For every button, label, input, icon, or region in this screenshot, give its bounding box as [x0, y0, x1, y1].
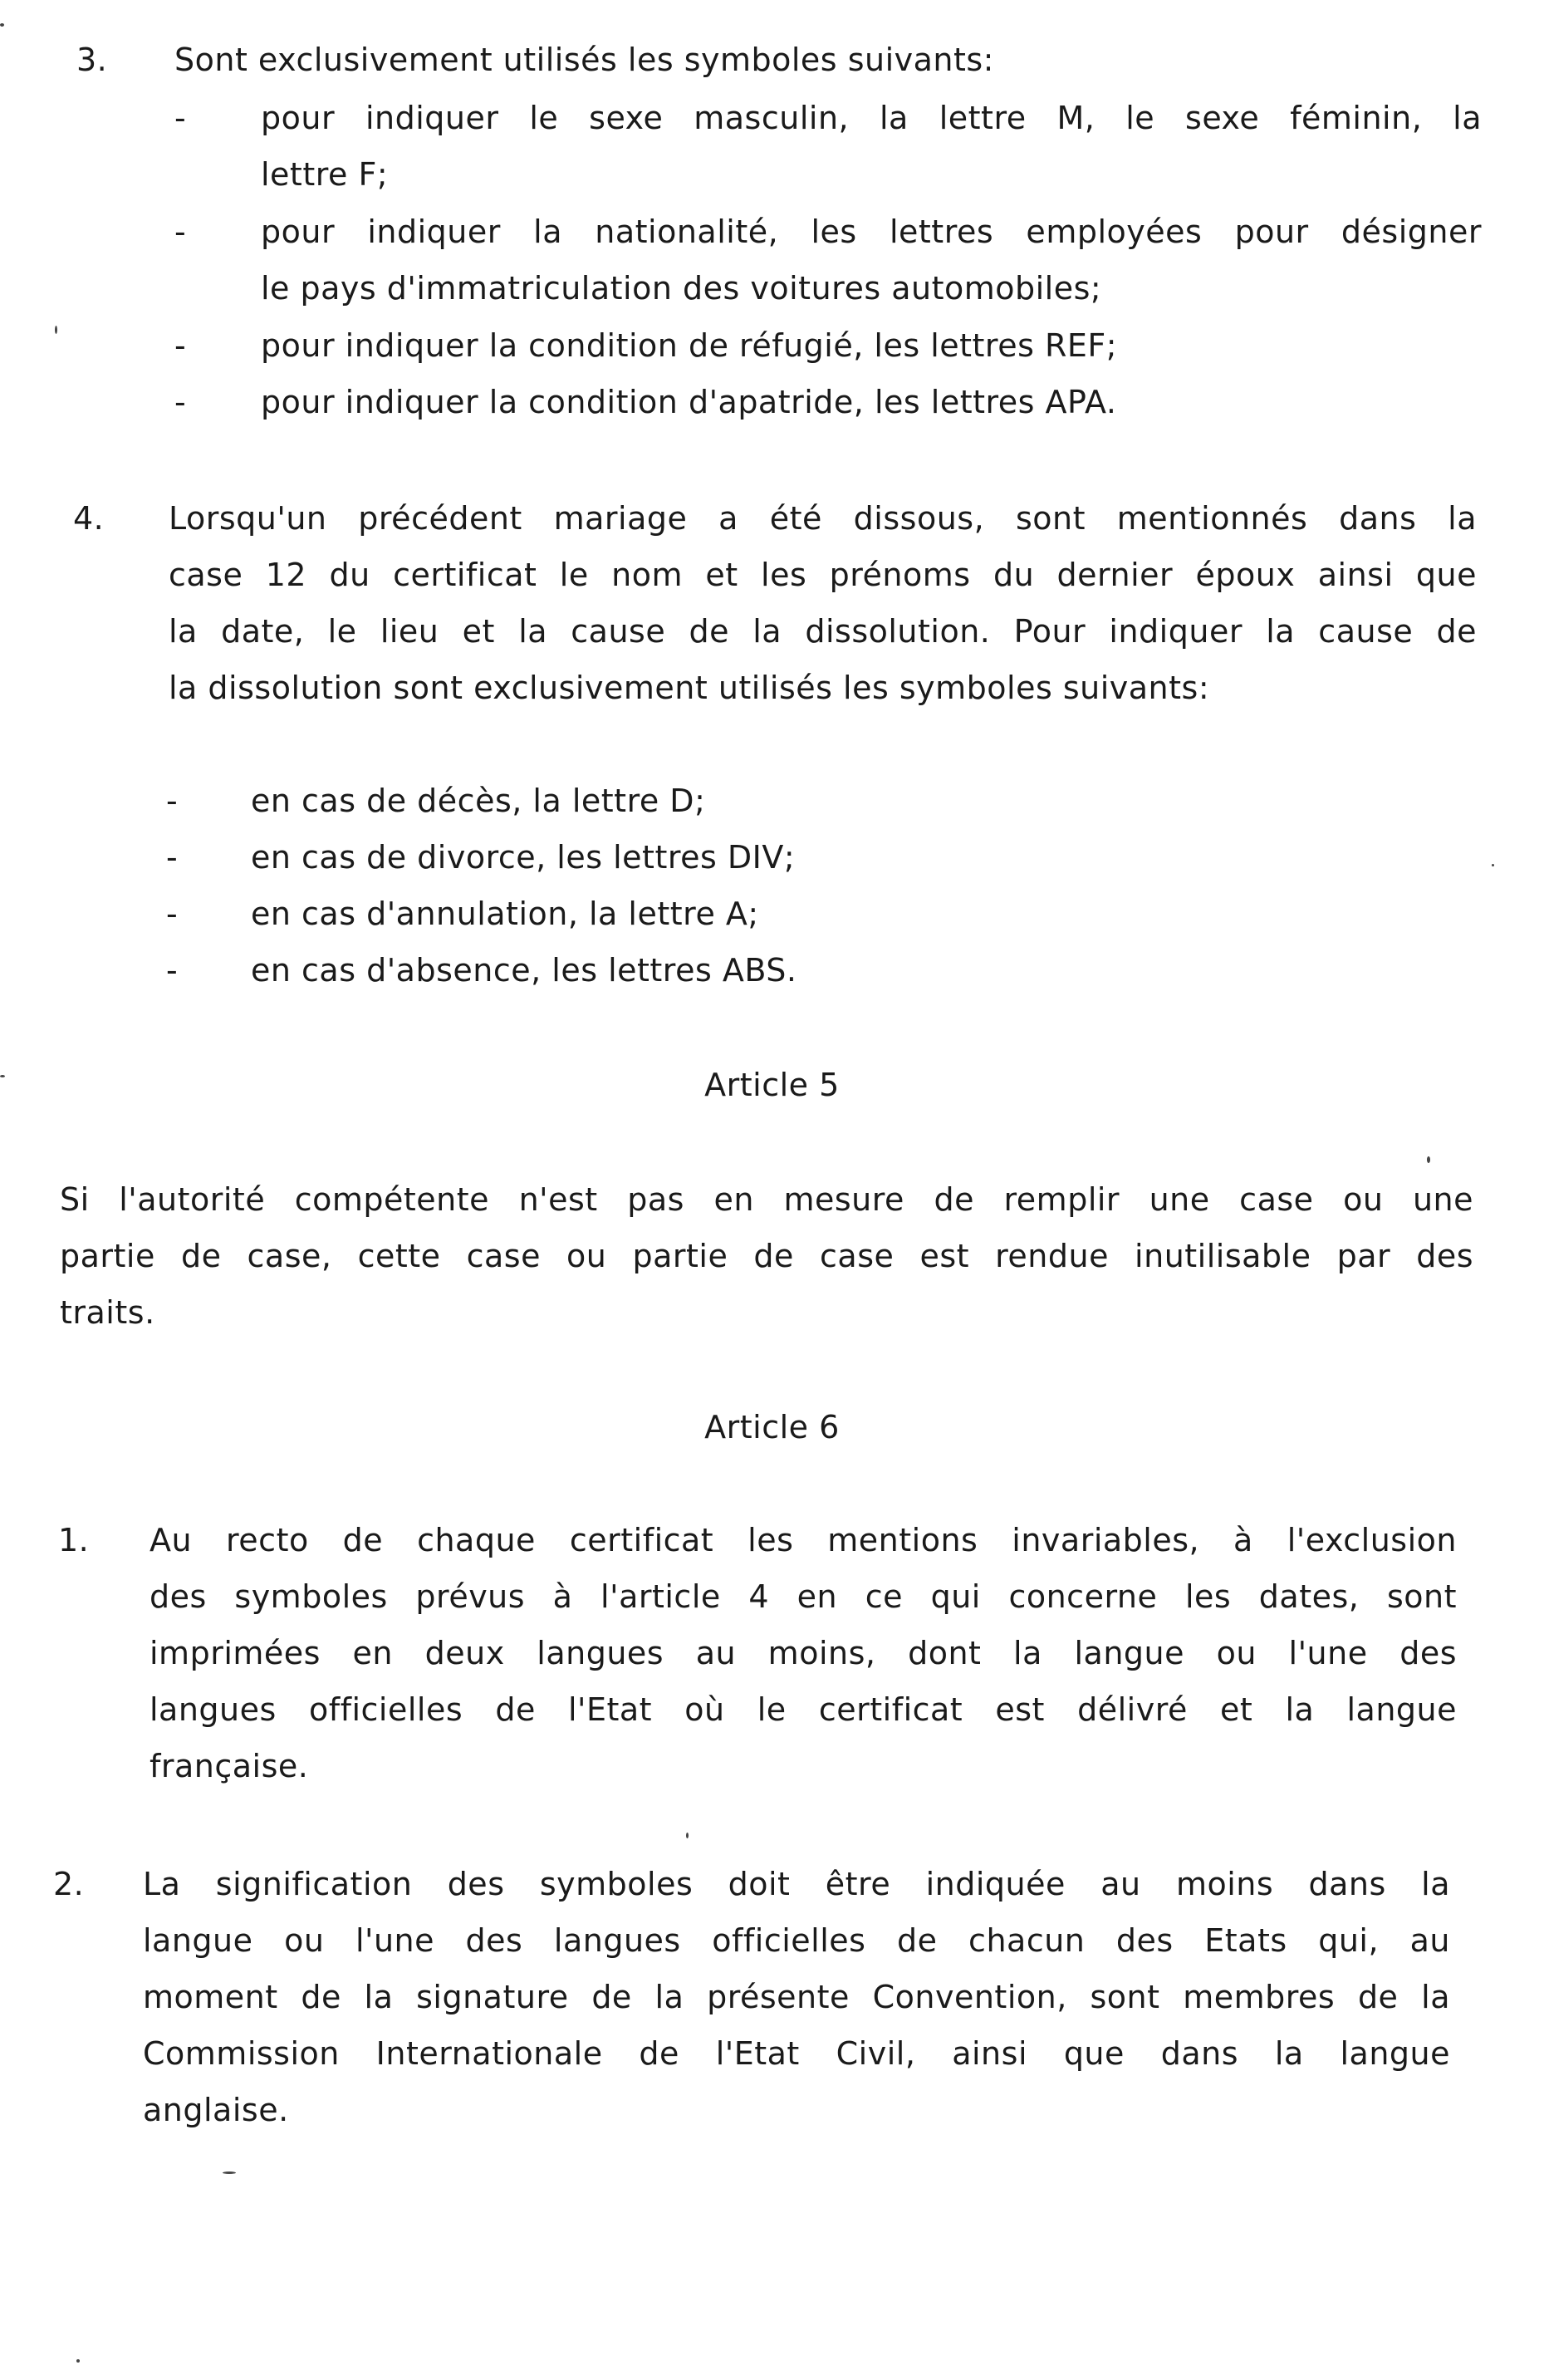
item-3-bullet-3-dash: - [174, 327, 187, 364]
article-6-item-2-line-4: Commission Internationale de l'Etat Civil, ainsi que dans la langue [143, 2035, 1450, 2072]
item-3-bullet-2-line-2: le pays d'immatriculation des voitures automobiles; [261, 270, 1102, 307]
article-5-heading: Article 5 [704, 1067, 840, 1103]
item-4-bullet-2: en cas de divorce, les lettres DIV; [251, 839, 796, 876]
article-5-line-2: partie de case, cette case ou partie de case est rendue inutilisable par des [60, 1238, 1473, 1274]
item-4-line-1: Lorsqu'un précédent mariage a été dissous, sont mentionnés dans la [169, 500, 1477, 537]
article-6-heading: Article 6 [704, 1409, 840, 1445]
scan-speck [76, 2359, 80, 2363]
item-3-bullet-2-line-1: pour indiquer la nationalité, les lettres employées pour désigner [261, 213, 1482, 250]
article-6-item-1-line-3: imprimées en deux langues au moins, dont la langue ou l'une des [149, 1635, 1457, 1671]
item-3-bullet-2-dash: - [174, 213, 187, 250]
item-3-intro: Sont exclusivement utilisés les symboles suivants: [174, 42, 994, 78]
item-4-bullet-4: en cas d'absence, les lettres ABS. [251, 952, 797, 989]
item-3-bullet-3-line-1: pour indiquer la condition de réfugié, les lettres REF; [261, 327, 1118, 364]
article-6-item-1-line-4: langues officielles de l'Etat où le certificat est délivré et la langue [149, 1691, 1457, 1728]
item-4-number: 4. [73, 500, 105, 537]
item-3-bullet-4-dash: - [174, 384, 187, 420]
article-6-item-1-line-1: Au recto de chaque certificat les mentions invariables, à l'exclusion [149, 1522, 1457, 1558]
item-4-line-3: la date, le lieu et la cause de la dissolution. Pour indiquer la cause de [169, 613, 1477, 650]
item-3-bullet-1-dash: - [174, 100, 187, 136]
article-6-item-1-number: 1. [58, 1522, 90, 1558]
article-6-item-1-line-5: française. [149, 1748, 309, 1784]
item-3-number: 3. [76, 42, 108, 78]
article-5-line-1: Si l'autorité compétente n'est pas en mesure de remplir une case ou une [60, 1181, 1473, 1218]
scan-speck [686, 1833, 689, 1838]
scan-speck [1427, 1156, 1430, 1163]
article-6-item-2-number: 2. [53, 1866, 85, 1902]
item-4-bullet-3: en cas d'annulation, la lettre A; [251, 896, 759, 932]
item-4-bullet-2-dash: - [166, 839, 179, 876]
item-4-bullet-1: en cas de décès, la lettre D; [251, 783, 706, 819]
item-4-bullet-1-dash: - [166, 783, 179, 819]
article-6-item-2-line-5: anglaise. [143, 2092, 289, 2128]
article-6-item-1-line-2: des symboles prévus à l'article 4 en ce qui concerne les dates, sont [149, 1578, 1457, 1615]
item-4-line-4: la dissolution sont exclusivement utilisés les symboles suivants: [169, 670, 1210, 706]
item-4-line-2: case 12 du certificat le nom et les prénoms du dernier époux ainsi que [169, 557, 1477, 593]
item-3-bullet-1-line-1: pour indiquer le sexe masculin, la lettre M, le sexe féminin, la [261, 100, 1482, 136]
scan-speck [1492, 864, 1494, 866]
scan-speck [0, 1075, 5, 1077]
article-5-line-3: traits. [60, 1294, 155, 1331]
item-4-bullet-3-dash: - [166, 896, 179, 932]
item-3-bullet-1-line-2: lettre F; [261, 156, 389, 193]
scan-speck [55, 326, 57, 334]
item-4-bullet-4-dash: - [166, 952, 179, 989]
item-3-bullet-4-line-1: pour indiquer la condition d'apatride, les lettres APA. [261, 384, 1117, 420]
scan-speck [223, 2171, 236, 2174]
scan-speck [0, 23, 4, 27]
article-6-item-2-line-2: langue ou l'une des langues officielles de chacun des Etats qui, au [143, 1922, 1450, 1959]
article-6-item-2-line-3: moment de la signature de la présente Convention, sont membres de la [143, 1979, 1450, 2015]
article-6-item-2-line-1: La signification des symboles doit être indiquée au moins dans la [143, 1866, 1450, 1902]
